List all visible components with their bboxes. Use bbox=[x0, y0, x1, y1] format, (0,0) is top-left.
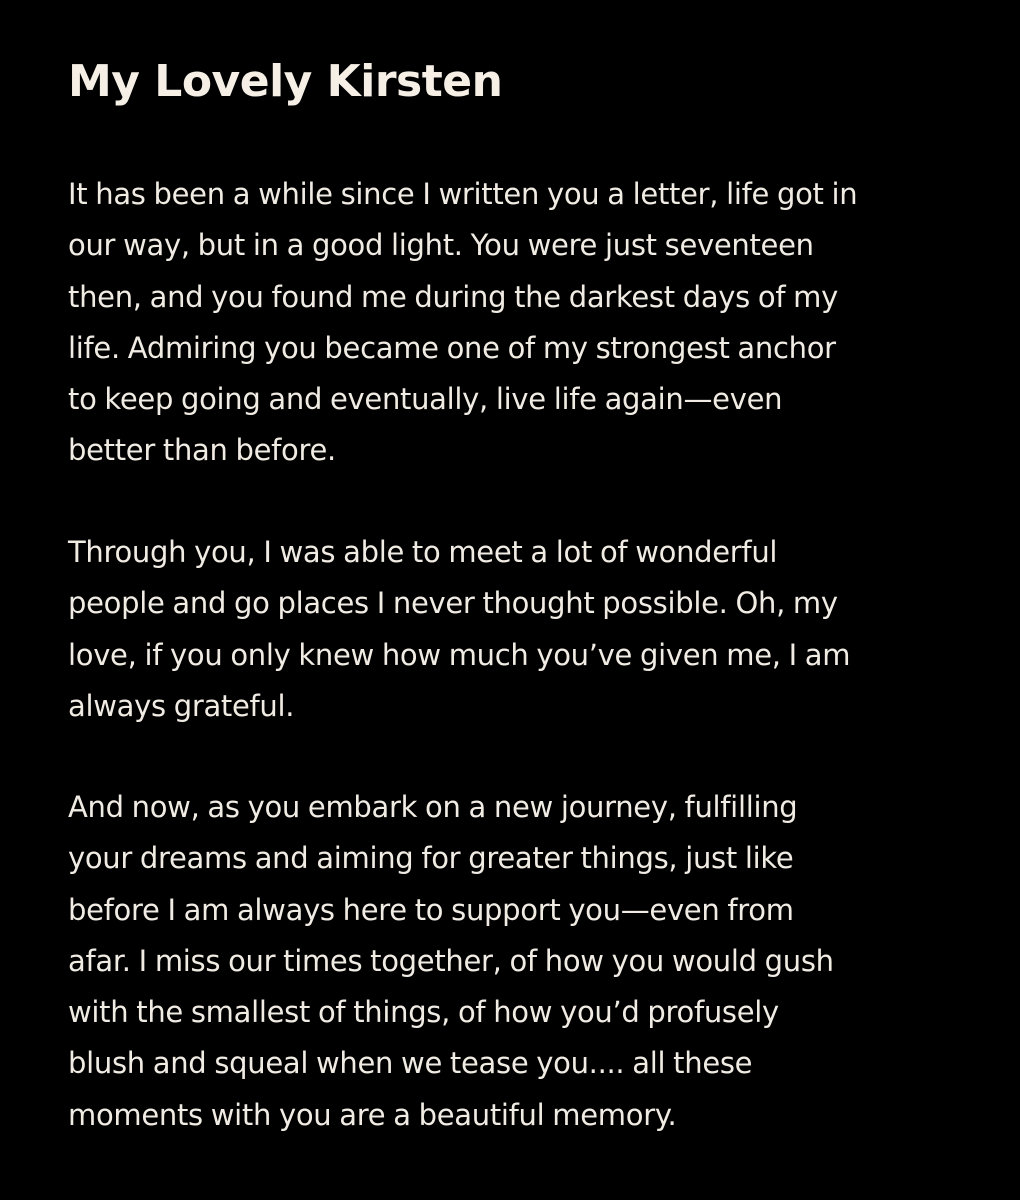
note-title: My Lovely Kirsten bbox=[68, 56, 503, 107]
paragraph-line: better than before. bbox=[68, 433, 336, 468]
paragraph-line: then, and you found me during the darkest days of my bbox=[68, 279, 838, 314]
paragraph-1 bbox=[68, 169, 857, 477]
paragraph-line: to keep going and eventually, live life again—even bbox=[68, 382, 783, 417]
paragraph-line: blush and squeal when we tease you.... all these bbox=[68, 1046, 753, 1081]
paragraph-line: always grateful. bbox=[68, 688, 295, 723]
paragraph-3 bbox=[68, 782, 834, 1141]
paragraph-line: your dreams and aiming for greater things, just like bbox=[68, 841, 794, 876]
paragraph-line: afar. I miss our times together, of how you would gush bbox=[68, 943, 834, 978]
paragraph-line: Through you, I was able to meet a lot of wonderful bbox=[68, 535, 778, 569]
paragraph-line: life. Admiring you became one of my strongest anchor bbox=[68, 330, 836, 365]
paragraph-line: love, if you only knew how much you’ve given me, I am bbox=[68, 637, 851, 672]
paragraph-line: It has been a while since I written you a letter, life got in bbox=[68, 177, 858, 211]
paragraph-line: And now, as you embark on a new journey, fulfilling bbox=[68, 790, 798, 824]
paragraph-line: before I am always here to support you—even from bbox=[68, 892, 794, 927]
paragraph-line: our way, but in a good light. You were just seventeen bbox=[68, 228, 814, 263]
paragraph-line: with the smallest of things, of how you’d profusely bbox=[68, 995, 779, 1030]
paragraph-2 bbox=[68, 527, 850, 732]
paragraph-line: people and go places I never thought possible. Oh, my bbox=[68, 586, 838, 621]
note-document bbox=[68, 52, 968, 1132]
paragraph-line: moments with you are a beautiful memory. bbox=[68, 1097, 677, 1132]
